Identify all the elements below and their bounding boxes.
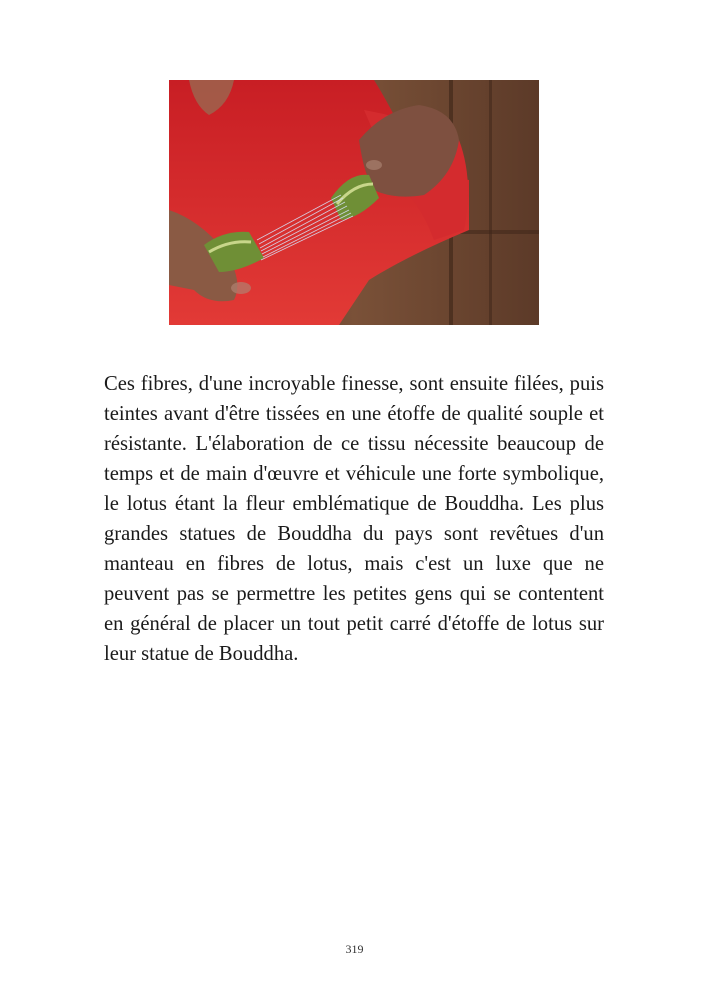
body-paragraph: Ces fibres, d'une incroyable finesse, sont ensuite filées, puis teintes avant d'être tissées en une étoffe de qualité souple et résistante. L'élaboration de ce tissu nécessite beaucoup de temps et de main d'œuvre et véhicule une forte symbolique, le lotus étant la fleur emblématique de Bouddha. Les plus grandes statues de Bouddha du pays sont revêtues d'un manteau en fibres de lotus, mais c'est un luxe que ne peuvent pas se permettre les petites gens qui se contentent en général de placer un tout petit carré d'étoffe de lotus sur leur statue de Bouddha.: [104, 373, 604, 665]
page-number: 319: [345, 942, 364, 956]
lotus-fibre-photo: [169, 80, 539, 325]
photo-illustration: [169, 80, 539, 325]
